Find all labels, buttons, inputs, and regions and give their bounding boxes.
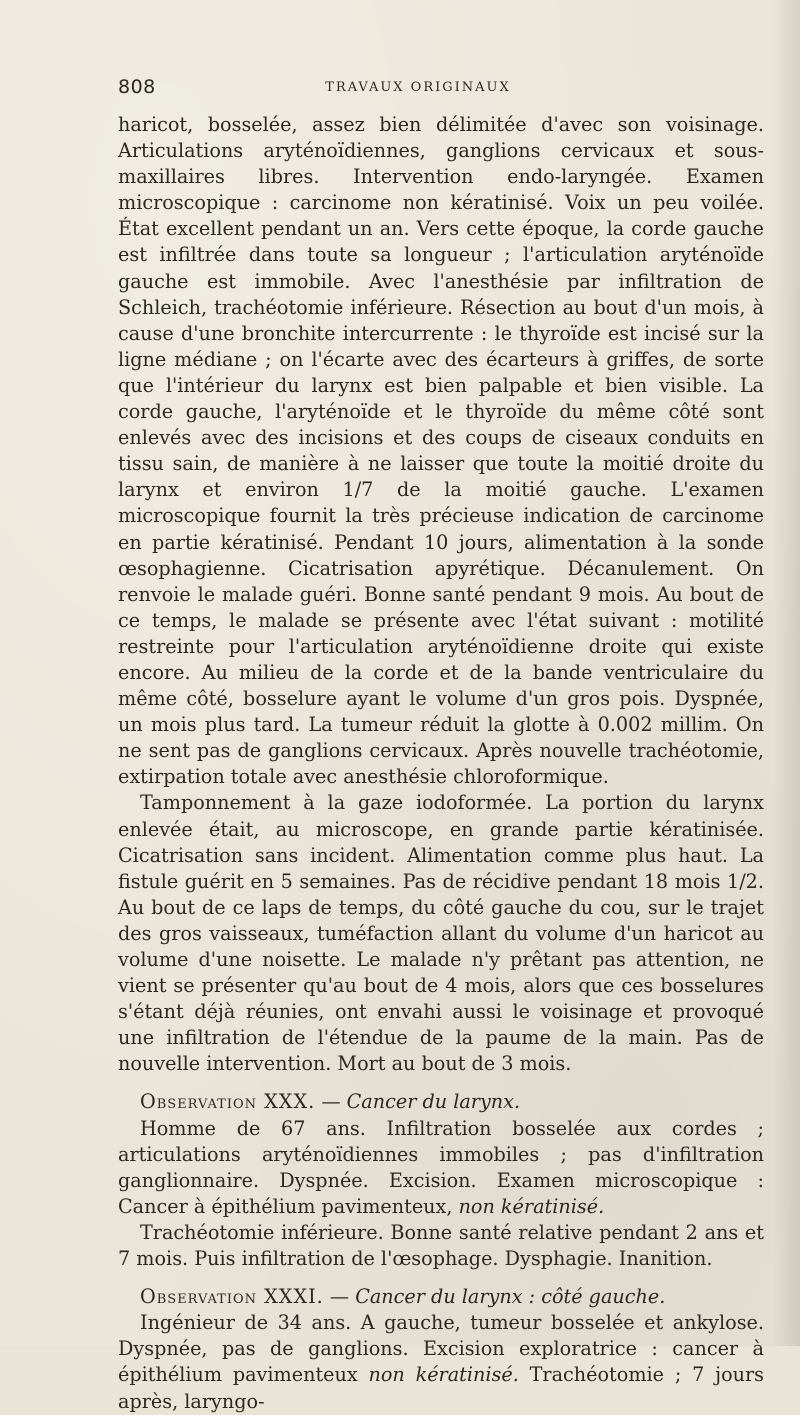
- observation-30-dash: —: [315, 1090, 347, 1114]
- observation-31-title: Cancer du larynx : côté gauche.: [355, 1285, 666, 1309]
- observation-31-emphasis: non kératinisé.: [368, 1363, 519, 1387]
- observation-30-label: Observation XXX.: [140, 1090, 316, 1114]
- observation-31-text: [118, 1310, 764, 1414]
- body-text: [118, 112, 764, 1415]
- observation-30-text: [118, 1116, 764, 1220]
- observation-30-heading: [118, 1089, 764, 1115]
- paragraph-continuation: haricot, bosselée, assez bien délimitée d'avec son voisinage. Articulations aryténoïdiennes, ganglions cervicaux et sous-maxillaires libres. Intervention endo-laryngée. Examen microscopique : carcinome non kératinisé. Voix un peu voilée. État excellent pendant un an. Vers cette époque, la corde gauche est infiltrée dans toute sa longueur ; l'articulation aryténoïde gauche est immobile. Avec l'anesthésie par infiltration de Schleich, trachéotomie inférieure. Résection au bout d'un mois, à cause d'une bronchite intercurrente : le thyroïde est incisé sur la ligne médiane ; on l'écarte avec des écarteurs à griffes, de sorte que l'intérieur du larynx est bien palpable et bien visible. La corde gauche, l'aryténoïde et le thyroïde du même côté sont enlevés avec des incisions et des coups de ciseaux conduits en tissu sain, de manière à ne laisser que toute la moitié droite du larynx et environ 1/7 de la moitié gauche. L'examen microscopique fournit la très précieuse indication de carcinome en partie kératinisé. Pendant 10 jours, alimentation à la sonde œsophagienne. Cicatrisation apyrétique. Décanulement. On renvoie le malade guéri. Bonne santé pendant 9 mois. Au bout de ce temps, le malade se présente avec l'état suivant : motilité restreinte pour l'articulation aryténoïdienne droite qui existe encore. Au milieu de la corde et de la bande ventriculaire du même côté, bosselure ayant le volume d'un gros pois. Dyspnée, un mois plus tard. La tumeur réduit la glotte à 0.002 millim. On ne sent pas de ganglions cervicaux. Après nouvelle trachéotomie, extirpation totale avec anesthésie chloroformique.: [118, 113, 764, 789]
- paragraph-tamponnement: Tamponnement à la gaze iodoformée. La portion du larynx enlevée était, au microscope, en grande partie kératinisée. Cicatrisation sans incident. Alimentation comme plus haut. La fistule guérit en 5 semaines. Pas de récidive pendant 18 mois 1/2. Au bout de ce laps de temps, du côté gauche du cou, sur le trajet des gros vaisseaux, tuméfaction allant du volume d'un haricot au volume d'une noisette. Le malade n'y prêtant pas attention, ne vient se présenter qu'au bout de 4 mois, alors que ces bosselures s'étant déjà réunies, ont envahi aussi le voisinage et provoqué une infiltration de l'étendue de la paume de la main. Pas de nouvelle intervention. Mort au bout de 3 mois.: [118, 791, 764, 1076]
- observation-31-end: Trachéotomie ; 7 jours après, laryngo-: [118, 1363, 764, 1413]
- observation-30-followup: Trachéotomie inférieure. Bonne santé relative pendant 2 ans et 7 mois. Puis infiltration de l'œsophage. Dysphagie. Inanition.: [118, 1220, 764, 1271]
- page-edge-shadow: [772, 0, 800, 1346]
- page-header: [118, 72, 678, 102]
- observation-30-title: Cancer du larynx.: [346, 1090, 521, 1114]
- observation-30-emphasis: non kératinisé.: [458, 1194, 605, 1218]
- observation-31-label: Observation XXXI.: [140, 1285, 324, 1309]
- observation-30-body: Homme de 67 ans. Infiltration bosselée aux cordes ; articulations aryténoïdiennes immobiles ; pas d'infiltration ganglionnaire. Dyspnée. Excision. Examen microscopique : Cancer à épithélium pavimenteux,: [118, 1116, 764, 1218]
- running-head: TRAVAUX ORIGINAUX: [325, 80, 511, 95]
- observation-31-heading: [118, 1284, 764, 1310]
- observation-31-dash: —: [323, 1285, 356, 1309]
- observation-31-body: Ingénieur de 34 ans. A gauche, tumeur bosselée et ankylose. Dyspnée, pas de ganglions. Excision exploratrice : cancer à épithélium pavimenteux: [118, 1311, 764, 1387]
- page-number: 808: [118, 76, 156, 98]
